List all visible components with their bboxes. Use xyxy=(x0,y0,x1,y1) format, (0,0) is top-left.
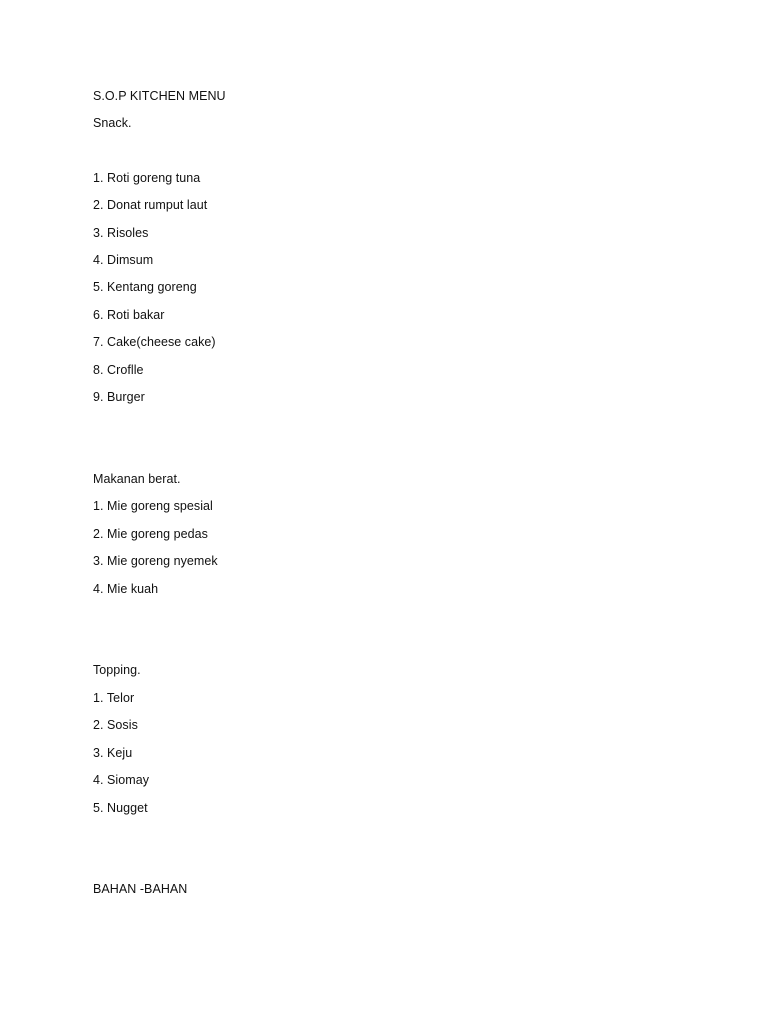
section-heading-makanan-berat: Makanan berat. xyxy=(93,472,181,486)
list-item: 2. Sosis xyxy=(93,718,138,732)
list-item: 4. Siomay xyxy=(93,773,150,787)
document-title: S.O.P KITCHEN MENU xyxy=(93,89,226,103)
list-item: 6. Roti bakar xyxy=(93,308,165,322)
list-item: 4. Mie kuah xyxy=(93,582,159,596)
list-item: 1. Mie goreng spesial xyxy=(93,499,213,513)
list-item: 4. Dimsum xyxy=(93,253,154,267)
list-item: 3. Mie goreng nyemek xyxy=(93,554,218,568)
list-item: 1. Telor xyxy=(93,691,135,705)
list-item: 1. Roti goreng tuna xyxy=(93,171,201,185)
list-item: 8. Croflle xyxy=(93,363,144,377)
list-item: 5. Kentang goreng xyxy=(93,280,197,294)
list-item: 5. Nugget xyxy=(93,801,148,815)
list-item: 2. Donat rumput laut xyxy=(93,198,208,212)
list-item: 7. Cake(cheese cake) xyxy=(93,335,216,349)
section-heading-snack: Snack. xyxy=(93,116,132,130)
list-item: 3. Keju xyxy=(93,746,133,760)
section-heading-bahan: BAHAN -BAHAN xyxy=(93,882,188,896)
list-item: 3. Risoles xyxy=(93,226,149,240)
section-heading-topping: Topping. xyxy=(93,663,141,677)
list-item: 9. Burger xyxy=(93,390,145,404)
list-item: 2. Mie goreng pedas xyxy=(93,527,208,541)
